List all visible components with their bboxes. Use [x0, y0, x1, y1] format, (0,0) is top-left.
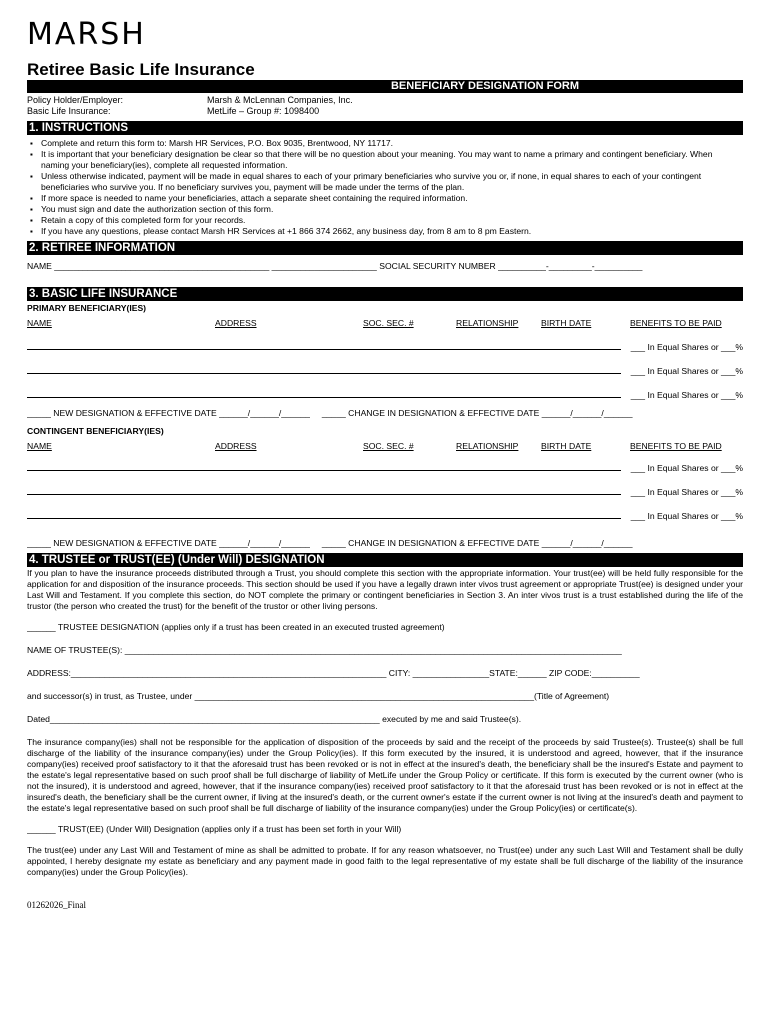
trustee-intro-paragraph: If you plan to have the insurance proceeds distributed through a Trust, you should complete this section with the appropriate information. Your trust(ee) will be held fully responsible for the application for and disposition of the insurance proceeds. This section should be used if you have a legally drawn inter vivos trust agreement or appropriate Trust(ee) is designed under your Last Will and Testament. If you complete this section, do NOT complete the primary or contingent beneficiaries in Section 3. An inter vivos trust is a trust established during the life of the trustor (the person who created the trust) for the benefit of the trustor or other living persons. — [27, 568, 743, 611]
primary-designation-line[interactable]: _____ NEW DESIGNATION & EFFECTIVE DATE ______/______/______ _____ CHANGE IN DESIGNATION & EFFECTIVE DATE ______/______/______ — [27, 408, 633, 418]
col-birth-date: BIRTH DATE — [541, 318, 592, 328]
instruction-item: ▪ If more space is needed to name your beneficiaries, attach a separate sheet containing the required information. — [27, 193, 743, 204]
primary-beneficiary-row[interactable] — [27, 366, 743, 377]
primary-beneficiary-row[interactable] — [27, 390, 743, 401]
trustee-under-will-field[interactable]: ______ TRUST(EE) (Under Will) Designation (applies only if a trust has been set forth in your Will) — [27, 824, 402, 834]
trustee-will-paragraph: The trust(ee) under any Last Will and Testament of mine as shall be admitted to probate. If for any reason whatsoever, no Trust(ee) under any such Last Will and Testament shall be dully appointed, I hereby designate my estate as beneficiary and any payment made in good faith to the legal representative of my estate shall be full discharge of the liability of the insurance company(ies) under the Group Policy(ies). — [27, 845, 743, 877]
instruction-item: ▪ Retain a copy of this completed form for your records. — [27, 215, 743, 226]
contingent-designation-line[interactable]: _____ NEW DESIGNATION & EFFECTIVE DATE ______/______/______ _____ CHANGE IN DESIGNATION & EFFECTIVE DATE ______/______/______ — [27, 538, 633, 548]
instruction-item: ▪ Unless otherwise indicated, payment will be made in equal shares to each of your primary beneficiaries who survive you or, if none, in equal shares to each of your contingent beneficiaries who survive you. If no beneficiary survives you, payment will be made under the terms of the plan. — [27, 171, 743, 193]
col-relationship: RELATIONSHIP — [456, 441, 519, 451]
beneficiary-fill-line[interactable] — [27, 487, 621, 495]
trust-agreement-title-field[interactable]: and successor(s) in trust, as Trustee, under _______________________________________________________________________(Title of Agreement) — [27, 691, 610, 701]
contingent-beneficiary-row[interactable] — [27, 511, 743, 522]
beneficiary-fill-line[interactable] — [27, 390, 621, 398]
instruction-item: ▪ Complete and return this form to: Marsh HR Services, P.O. Box 9035, Brentwood, NY 11717. — [27, 138, 743, 149]
trustee-liability-paragraph: The insurance company(ies) shall not be responsible for the application of disposition of the proceeds by said and the receipt of the proceeds by said Trustee(s). Trustee(s) shall be full discharge of the liability of the insurance company(ies) under the Group Policy(ies). If this form executed by the insured, it is understood and agreed, however, that if the insurance company(ies) received proof satisfactory to it that the aforesaid trust has been revoked or is not in effect at the insured's death, the beneficiary shall be the insured's Estate and payment to the estate's legal representative based on such proof shall be full discharge of liability of MetLife under the Group Policy or certificate. If this form is executed by the current owner (who is not the insured), it is understood and agreed, however, that if the insurance company(ies) received proof satisfactory to it that the aforesaid trust has been revoked or is not in effect at the insured's death, the beneficiary shall be the current owner, if living at the insured's death, or the current owner's estate if the current owner is not living at the insured's death and payment to the estate's legal representative based on such proof shall be full discharge of liability of the insurance company(ies) under the Group Policy(ies) or certificate(s). — [27, 737, 743, 813]
basic-life-label: Basic Life Insurance: — [27, 106, 111, 116]
beneficiary-fill-line[interactable] — [27, 511, 621, 519]
policy-holder-label: Policy Holder/Employer: — [27, 95, 124, 105]
section-basic-life-header: 3. BASIC LIFE INSURANCE — [27, 287, 743, 301]
col-name: NAME — [27, 441, 52, 451]
policy-holder-value: Marsh & McLennan Companies, Inc. — [207, 95, 353, 105]
equal-shares-field[interactable]: ___ In Equal Shares or ___% — [630, 390, 743, 400]
contingent-beneficiary-row[interactable] — [27, 487, 743, 498]
section-instructions-header: 1. INSTRUCTIONS — [27, 121, 743, 135]
primary-beneficiary-label: PRIMARY BENEFICIARY(IES) — [27, 303, 147, 313]
page-title: Retiree Basic Life Insurance — [27, 60, 255, 79]
trust-dated-field[interactable]: Dated_____________________________________________________________________ executed by me and said Trustee(s). — [27, 714, 522, 724]
contingent-beneficiary-label: CONTINGENT BENEFICIARY(IES) — [27, 426, 164, 436]
retiree-name-ssn-field[interactable]: NAME _____________________________________________ ______________________ SOCIAL SECURITY NUMBER __________-_________-__________ — [27, 261, 643, 271]
col-relationship: RELATIONSHIP — [456, 318, 519, 328]
instruction-item: ▪ You must sign and date the authorization section of this form. — [27, 204, 743, 215]
form-version-footer: 01262026_Final — [27, 900, 87, 910]
equal-shares-field[interactable]: ___ In Equal Shares or ___% — [630, 463, 743, 473]
primary-column-headers — [27, 317, 743, 329]
beneficiary-fill-line[interactable] — [27, 463, 621, 471]
col-address: ADDRESS — [215, 441, 257, 451]
form-title-bar: BENEFICIARY DESIGNATION FORM — [27, 80, 743, 93]
equal-shares-field[interactable]: ___ In Equal Shares or ___% — [630, 342, 743, 352]
contingent-column-headers — [27, 440, 743, 452]
col-benefits: BENEFITS TO BE PAID — [630, 318, 722, 328]
trustee-names-field[interactable]: NAME OF TRUSTEE(S): ________________________________________________________________________________________________________ — [27, 645, 622, 655]
col-birth-date: BIRTH DATE — [541, 441, 592, 451]
marsh-logo: MARSH — [27, 17, 146, 52]
primary-beneficiary-row[interactable] — [27, 342, 743, 353]
beneficiary-fill-line[interactable] — [27, 342, 621, 350]
equal-shares-field[interactable]: ___ In Equal Shares or ___% — [630, 487, 743, 497]
instruction-item: ▪ If you have any questions, please contact Marsh HR Services at +1 866 374 2662, any business day, from 8 am to 8 pm Eastern. — [27, 226, 743, 237]
equal-shares-field[interactable]: ___ In Equal Shares or ___% — [630, 366, 743, 376]
equal-shares-field[interactable]: ___ In Equal Shares or ___% — [630, 511, 743, 521]
contingent-beneficiary-row[interactable] — [27, 463, 743, 474]
section-trustee-header: 4. TRUSTEE or TRUST(EE) (Under Will) DESIGNATION — [27, 553, 743, 567]
instruction-item: ▪ It is important that your beneficiary designation be clear so that there will be no question about your meaning. You may want to name a primary and contingent beneficiary. When naming your beneficiary(ies), complete all requested information. — [27, 149, 743, 171]
col-name: NAME — [27, 318, 52, 328]
basic-life-value: MetLife – Group #: 1098400 — [207, 106, 320, 116]
col-ssn: SOC. SEC. # — [363, 318, 414, 328]
section-retiree-header: 2. RETIREE INFORMATION — [27, 241, 743, 255]
form-page — [27, 18, 743, 910]
col-address: ADDRESS — [215, 318, 257, 328]
trustee-designation-field[interactable]: ______ TRUSTEE DESIGNATION (applies only if a trust has been created in an executed trusted agreement) — [27, 622, 445, 632]
col-benefits: BENEFITS TO BE PAID — [630, 441, 722, 451]
beneficiary-fill-line[interactable] — [27, 366, 621, 374]
trustee-address-field[interactable]: ADDRESS:__________________________________________________________________ CITY: ________________STATE:______ ZIP CODE:__________ — [27, 668, 640, 678]
instructions-list — [27, 138, 743, 237]
policy-meta — [27, 95, 743, 117]
col-ssn: SOC. SEC. # — [363, 441, 414, 451]
